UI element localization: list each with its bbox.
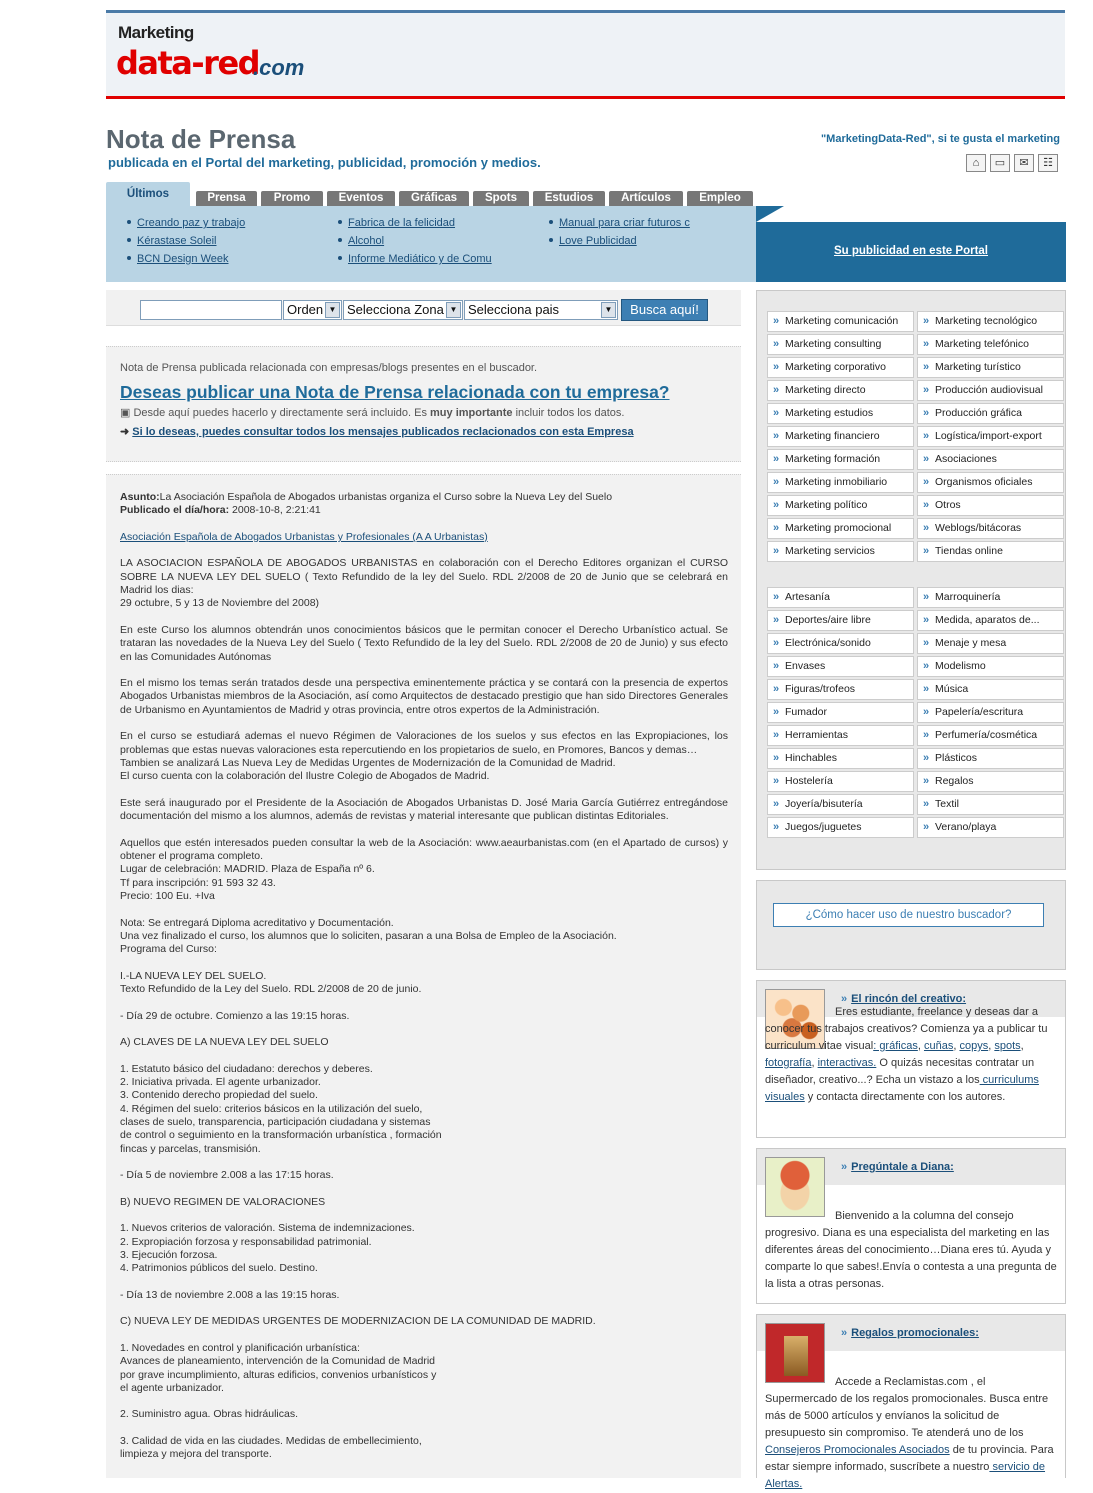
article-paragraph: - Día 29 de octubre. Comienzo a las 19:15 horas.: [120, 1009, 350, 1022]
category-link[interactable]: » Verano/playa: [917, 817, 1064, 838]
doc-icon: ▣: [120, 407, 134, 419]
creativo-title[interactable]: » El rincón del creativo:: [841, 993, 966, 1005]
bullet-icon: [338, 220, 342, 224]
category-link[interactable]: » Papelería/escritura: [917, 702, 1064, 723]
article-date-row: [120, 504, 728, 517]
category-link[interactable]: » Electrónica/sonido: [767, 633, 914, 654]
category-link[interactable]: » Artesanía: [767, 587, 914, 608]
howto-button[interactable]: ¿Cómo hacer uso de nuestro buscador?: [773, 903, 1044, 927]
article-paragraph: En este Curso los alumnos obtendrán unos conocimientos básicos que le permitan conocer el Derecho Urbanístico actual. Se trataran las novedades de la Nueva Ley del Suelo ( Texto Refundido de la ley del Suelo. RDL 2/2008 de 20 de Junio) y sus efecto en las Comunidades Autónomas: [120, 623, 728, 663]
bullet-icon: [549, 220, 553, 224]
article-paragraph: C) NUEVA LEY DE MEDIDAS URGENTES DE MODERNIZACION DE LA COMUNIDAD DE MADRID.: [120, 1315, 596, 1328]
category-link[interactable]: » Producción gráfica: [917, 403, 1064, 424]
article-paragraph: - Día 5 de noviembre 2.008 a las 17:15 horas.: [120, 1169, 334, 1182]
article-paragraph: I.-LA NUEVA LEY DEL SUELO. Texto Refundido de la Ley del Suelo. RDL 2/2008 de 20 de junio.: [120, 969, 422, 995]
nota-description: [120, 406, 624, 419]
latest-link[interactable]: Manual para criar futuros c: [559, 217, 690, 229]
site-tagline: "MarketingData-Red", si te gusta el marketing: [820, 133, 1060, 145]
category-link[interactable]: » Marketing consulting: [767, 334, 914, 355]
pais-select[interactable]: [464, 300, 618, 320]
category-link[interactable]: » Marketing inmobiliario: [767, 472, 914, 493]
diana-panel: [756, 1148, 1066, 1304]
zona-select[interactable]: [343, 300, 463, 320]
category-link[interactable]: » Marketing comunicación: [767, 311, 914, 332]
home-icon[interactable]: ⌂: [966, 154, 986, 172]
nota-desc-after: incluir todos los datos.: [512, 407, 625, 419]
tab-spots[interactable]: Spots: [473, 191, 529, 206]
article-paragraph: 1. Novedades en control y planificación urbanística: Avances de planeamiento, intervención de la Comunidad de Madrid por grave incumplimiento, alturas edificios, convenios urbanísticos y el agente urbanizador.: [120, 1342, 437, 1394]
article-paragraphs: [120, 557, 728, 1474]
publish-note-panel: [106, 346, 741, 462]
category-link[interactable]: » Marketing formación: [767, 449, 914, 470]
related-messages-link[interactable]: Si lo deseas, puedes consultar todos los mensajes publicados reclacionados con esta Empresa: [132, 426, 634, 438]
category-link[interactable]: » Menaje y mesa: [917, 633, 1064, 654]
site-header: [106, 10, 1065, 99]
category-link[interactable]: » Marketing servicios: [767, 541, 914, 562]
copys-link[interactable]: copys: [959, 1040, 989, 1052]
curriculums-link[interactable]: curriculums visuales: [765, 1074, 1039, 1103]
category-link[interactable]: » Juegos/juguetes: [767, 817, 914, 838]
related-messages-row: [120, 425, 634, 438]
chevron-down-icon[interactable]: ▼: [601, 302, 616, 318]
article-paragraph: En el curso se estudiará ademas el nuevo Régimen de Valoraciones de los suelos y sus efectos en las Expropiaciones, los problemas que estas nuevas valoraciones esta repercutiendo en los propietarios de suelo, en Promores, Bancos y demas… Tambien se analizará Las Nueva Ley de Medidas Urgentes de Modernización de la Comunidad de Madrid. El curso cuenta con la colaboración del Ilustre Colegio de Abogados de Madrid.: [120, 730, 728, 783]
category-link[interactable]: » Música: [917, 679, 1064, 700]
arrow-right-icon: ➜: [120, 426, 133, 438]
diana-text: [765, 1208, 1057, 1293]
cunas-link[interactable]: cuñas: [923, 1040, 954, 1052]
article-panel: [106, 474, 741, 1478]
search-button[interactable]: Busca aquí!: [621, 299, 708, 321]
article-paragraph: - Día 13 de noviembre 2.008 a las 19:15 horas.: [120, 1288, 340, 1301]
bullet-icon: [549, 238, 553, 242]
promo-bar: [756, 222, 1066, 282]
latest-link[interactable]: Kérastase Soleil: [137, 235, 217, 247]
article-paragraph: 1. Estatuto básico del ciudadano: derechos y deberes. 2. Iniciativa privada. El agente urbanizador. 3. Contenido derecho propiedad del suelo. 4. Régimen del suelo: criterios básicos en la utilización del suelo, clases de suelo, transparencia, participación ciudadana y sistemas de control o seguimiento en la transformación urbanística , formación fincas y parcelas, transmisión.: [120, 1062, 442, 1155]
graficas-link[interactable]: : gráficas: [873, 1040, 918, 1052]
latest-link[interactable]: Alcohol: [348, 235, 385, 247]
article-body: [120, 491, 728, 1475]
mail-icon[interactable]: ✉: [1014, 154, 1034, 172]
regalos-text: [765, 1374, 1057, 1493]
category-link[interactable]: » Plásticos: [917, 748, 1064, 769]
bullet-icon: [127, 256, 131, 260]
sitemap-icon[interactable]: ☷: [1038, 154, 1058, 172]
banner-corner: [756, 206, 784, 222]
category-link[interactable]: » Marketing directo: [767, 380, 914, 401]
nota-desc-before: Desde aquí puedes hacerlo y directamente será incluido. Es: [133, 407, 431, 419]
category-link[interactable]: » Figuras/trofeos: [767, 679, 914, 700]
orden-select-value: Orden: [287, 302, 324, 317]
nota-intro-text: Nota de Prensa publicada relacionada con empresas/blogs presentes en el buscador.: [120, 362, 538, 374]
promo-banner-link[interactable]: Su publicidad en este Portal: [833, 245, 988, 257]
category-link[interactable]: » Textil: [917, 794, 1064, 815]
bullet-icon: [338, 256, 342, 260]
tab-graficas[interactable]: Gráficas: [399, 191, 469, 206]
category-link[interactable]: » Marroquinería: [917, 587, 1064, 608]
page-subtitle: publicada en el Portal del marketing, publicidad, promoción y medios.: [108, 155, 541, 170]
creativo-text: Eres estudiante, freelance y deseas dar a conocer tus trabajos creativos? Comienza ya a publicar tu curriculum vitae visual: gráficas, cuñas, copys, spots, fotografía, interactivas. O quizás necesitas contratar un diseñador, creativo...? Echa un vistazo a los curriculums visuales y contacta directamente con los autores.: [765, 1006, 1048, 1103]
search-bar: [106, 290, 741, 326]
category-link[interactable]: » Hostelería: [767, 771, 914, 792]
creativo-panel: [756, 980, 1066, 1138]
diana-title[interactable]: » Pregúntale a Diana:: [841, 1161, 954, 1173]
creativo-text-2: O quizás necesitas contratar un diseñador, creativo...? Echa un vistazo a los: [765, 1057, 1035, 1086]
alertas-link[interactable]: servicio de Alertas.: [765, 1461, 1046, 1490]
latest-link[interactable]: BCN Design Week: [137, 253, 229, 265]
interactivas-link[interactable]: interactivas.: [817, 1057, 877, 1069]
category-link[interactable]: » Hinchables: [767, 748, 914, 769]
article-subject-row: [120, 491, 728, 504]
logo-main-text[interactable]: data-red: [116, 44, 260, 82]
article-paragraph: A) CLAVES DE LA NUEVA LEY DEL SUELO: [120, 1036, 329, 1049]
howto-panel: [756, 880, 1066, 970]
organization-link[interactable]: Asociación Española de Abogados Urbanistas y Profesionales (A A Urbanistas): [120, 530, 488, 543]
article-paragraph: En el mismo los temas serán tratados desde una perspectiva eminentemente práctica y se contará con la presencia de expertos Abogados Urbanistas miembros de la Asociación, así como Arquitectos de destacado prestigio que han sido Directores Generales de Urbanismo en Ayuntamientos de Madrid y otras provincia, entre otros expertos de la Administración.: [120, 677, 728, 716]
fotografia-link[interactable]: fotografía: [765, 1057, 812, 1069]
latest-link[interactable]: Fabrica de la felicidad: [348, 217, 456, 229]
tab-promo[interactable]: Promo: [261, 191, 323, 206]
category-link[interactable]: » Logística/import-export: [917, 426, 1064, 447]
publish-note-link[interactable]: Deseas publicar una Nota de Prensa relacionada con tu empresa?: [120, 382, 670, 402]
pais-select-value: Selecciona pais: [468, 302, 560, 317]
latest-links-panel: [106, 206, 756, 282]
category-link[interactable]: » Asociaciones: [917, 449, 1064, 470]
category-link[interactable]: » Fumador: [767, 702, 914, 723]
chevron-down-icon[interactable]: ▼: [325, 302, 340, 318]
page-title: Nota de Prensa: [106, 124, 296, 154]
category-link[interactable]: » Joyería/bisutería: [767, 794, 914, 815]
category-link[interactable]: » Marketing estudios: [767, 403, 914, 424]
category-link[interactable]: » Marketing tecnológico: [917, 311, 1064, 332]
category-link[interactable]: » Perfumería/cosmética: [917, 725, 1064, 746]
category-link[interactable]: » Marketing corporativo: [767, 357, 914, 378]
article-paragraph: Este será inaugurado por el Presidente de la Asociación de Abogados Urbanistas D. José Maria García Gutiérrez entregándose documentación del mismo a los alumnos, además de revistas y material interesante que publican distintas Editoriales.: [120, 796, 728, 823]
article-paragraph: Nota: Se entregará Diploma acreditativo y Documentación. Una vez finalizado el curso, los alumnos que lo soliciten, pasaran a una Bolsa de Empleo de la Asociación. Programa del Curso:: [120, 916, 617, 956]
article-paragraph: LA ASOCIACION ESPAÑOLA DE ABOGADOS URBANISTAS en colaboración con el Derecho Editores organizan el CURSO SOBRE LA NUEVA LEY DEL SUELO ( Texto Refundido de la ley del Suelo. RDL 2/2008 de 20 de Junio que se celebrará en Madrid los dias: 29 octubre, 5 y 13 de Noviembre del 2008): [120, 557, 728, 610]
category-link[interactable]: » Marketing político: [767, 495, 914, 516]
article-paragraph: B) NUEVO REGIMEN DE VALORACIONES: [120, 1195, 326, 1208]
category-link[interactable]: » Organismos oficiales: [917, 472, 1064, 493]
category-link[interactable]: » Marketing telefónico: [917, 334, 1064, 355]
bullet-icon: [127, 238, 131, 242]
orden-select[interactable]: [283, 300, 342, 320]
article-paragraph: 2. Suministro agua. Obras hidráulicas.: [120, 1408, 299, 1421]
tab-ultimos[interactable]: Últimos: [106, 182, 190, 206]
category-link[interactable]: » Deportes/aire libre: [767, 610, 914, 631]
promo-banner: [756, 206, 1066, 282]
date-label: Publicado el día/hora:: [120, 504, 230, 517]
article-paragraph: 3. Calidad de vida en las ciudades. Medidas de embellecimiento, limpieza y mejora del transporte.: [120, 1435, 422, 1461]
category-link[interactable]: » Medida, aparatos de...: [917, 610, 1064, 631]
subject-label: Asunto:: [120, 491, 160, 503]
article-date: 2008-10-8, 2:21:41: [232, 504, 321, 517]
regalos-title[interactable]: » Regalos promocionales:: [841, 1327, 979, 1339]
creativo-text-1: Eres estudiante, freelance y deseas dar a conocer tus trabajos creativos? Comienza ya a publicar tu curriculum vitae visual: [765, 1006, 1048, 1052]
category-link[interactable]: » Herramientas: [767, 725, 914, 746]
regalos-text-2: de tu provincia. Para estar siempre informado, suscríbete a nuestro: [765, 1444, 1054, 1473]
zona-select-value: Selecciona Zona: [347, 302, 444, 317]
latest-link[interactable]: Informe Mediático y de Comu: [348, 253, 492, 265]
consejeros-link[interactable]: Consejeros Promocionales Asociados: [765, 1444, 950, 1456]
category-link[interactable]: » Marketing turístico: [917, 357, 1064, 378]
logo-suffix-text[interactable]: .com: [253, 55, 305, 80]
category-link[interactable]: » Weblogs/bitácoras: [917, 518, 1064, 539]
search-input[interactable]: [140, 300, 282, 320]
tab-articulos[interactable]: Artículos: [609, 191, 683, 206]
diana-body: Bienvenido a la columna del consejo progresivo. Diana es una especialista del marketing en las diferentes áreas del conocimiento…Diana eres tú. Ayuda y comparte lo que sabes!.Envía o contesta a una pregunta de la lista a otras personas.: [765, 1210, 1057, 1290]
category-link[interactable]: » Tiendas online: [917, 541, 1064, 562]
category-link[interactable]: » Producción audiovisual: [917, 380, 1064, 401]
article-paragraph: 1. Nuevos criterios de valoración. Sistema de indemnizaciones. 2. Expropiación forzosa y responsabilidad patrimonial. 3. Ejecución forzosa. 4. Patrimonios públicos del suelo. Destino.: [120, 1222, 415, 1275]
spots-link[interactable]: spots: [994, 1040, 1021, 1052]
article-subject: La Asociación Española de Abogados urbanistas organiza el Curso sobre la Nueva Ley del Suelo: [159, 491, 613, 503]
article-paragraph: Aquellos que estén interesados pueden consultar la web de la Asociación: www.aeaurbanistas.com (en el Apartado de cursos) y obtener el programa completo. Lugar de celebración: MADRID. Plaza de España nº 6. Tf para inscripción: 91 593 32 43. Precio: 100 Eu. +Iva: [120, 836, 728, 902]
logo-top-text[interactable]: Marketing: [118, 23, 194, 42]
tab-prensa[interactable]: Prensa: [196, 191, 257, 206]
folder-icon[interactable]: ▭: [990, 154, 1010, 172]
category-link[interactable]: » Marketing financiero: [767, 426, 914, 447]
category-link[interactable]: » Marketing promocional: [767, 518, 914, 539]
bullet-icon: [338, 238, 342, 242]
creativo-text-3: y contacta directamente con los autores.: [804, 1091, 1006, 1103]
category-link[interactable]: » Envases: [767, 656, 914, 677]
toolbar-icons: [966, 154, 1058, 172]
main-tabs: [106, 182, 757, 206]
latest-link[interactable]: Love Publicidad: [559, 235, 637, 247]
tab-estudios[interactable]: Estudios: [533, 191, 605, 206]
category-link[interactable]: » Otros: [917, 495, 1064, 516]
category-link[interactable]: » Regalos: [917, 771, 1064, 792]
regalos-panel: [756, 1314, 1066, 1490]
tab-empleo[interactable]: Empleo: [687, 191, 753, 206]
category-link[interactable]: » Modelismo: [917, 656, 1064, 677]
nota-desc-bold: muy importante: [430, 407, 513, 419]
chevron-down-icon[interactable]: ▼: [446, 302, 461, 318]
tab-eventos[interactable]: Eventos: [327, 191, 395, 206]
latest-link[interactable]: Creando paz y trabajo: [137, 217, 246, 229]
categories-panel: [756, 290, 1066, 870]
bullet-icon: [127, 220, 131, 224]
regalos-text-1: Accede a Reclamistas.com , el Supermercado de los regalos promocionales. Busca entre más de 5000 artículos y envíanos la solicitud de presupuesto sin compromiso. Te atenderá uno de los: [765, 1376, 1049, 1439]
